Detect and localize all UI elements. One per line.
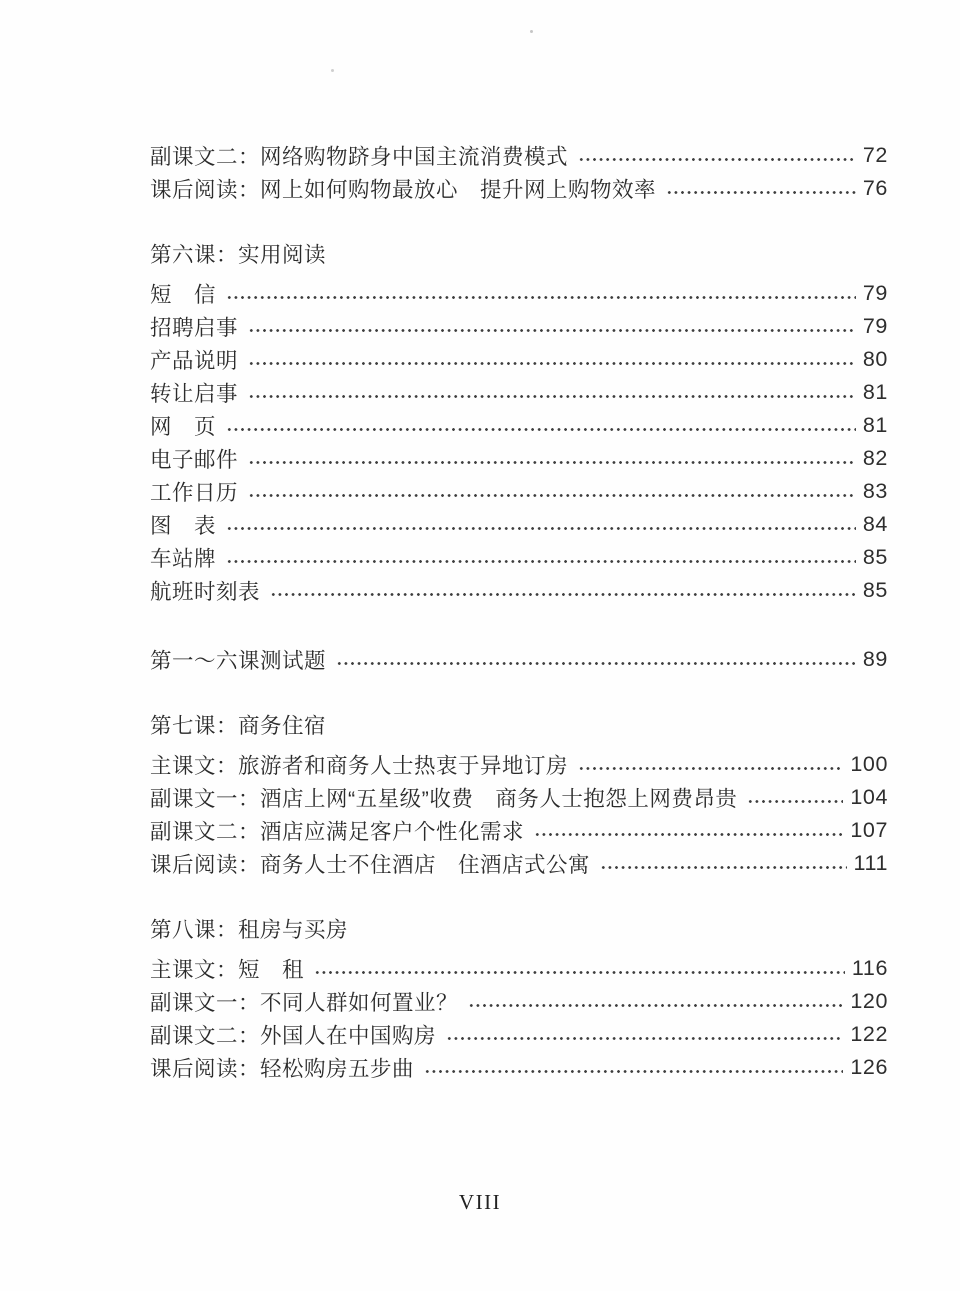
dotted-leader — [445, 1018, 843, 1051]
dotted-leader — [247, 376, 856, 409]
toc-entry — [150, 172, 888, 205]
page-number: 89 — [862, 647, 888, 671]
page-number: 100 — [850, 752, 888, 776]
page-number: 85 — [862, 578, 888, 602]
entry-title: 车站牌 — [150, 547, 217, 571]
page-footer-number: VIII — [458, 1190, 502, 1214]
toc-entry — [150, 409, 888, 442]
entry-title: 主课文：短 租 — [150, 958, 305, 982]
dotted-leader — [335, 643, 856, 676]
entry-title: 招聘启事 — [150, 316, 239, 340]
toc-entry — [150, 574, 888, 607]
toc-entry — [150, 376, 888, 409]
dotted-leader — [269, 574, 856, 607]
page-number: 116 — [851, 956, 888, 980]
section-heading: 第六课：实用阅读 — [150, 243, 327, 267]
page-number: 120 — [850, 989, 888, 1013]
page-number: 111 — [853, 851, 888, 875]
toc-entry — [150, 643, 888, 676]
toc-entry — [150, 781, 888, 814]
entry-title: 课后阅读：轻松购房五步曲 — [150, 1057, 415, 1081]
page-number: 83 — [862, 479, 888, 503]
toc-section-lesson8 — [150, 914, 888, 1084]
toc-section-lesson7 — [150, 710, 888, 880]
entry-title: 副课文二：外国人在中国购房 — [150, 1024, 437, 1048]
entry-title: 网 页 — [150, 415, 217, 439]
toc-entry — [150, 1018, 888, 1051]
entry-title: 副课文二：网络购物跻身中国主流消费模式 — [150, 145, 569, 169]
dotted-leader — [467, 985, 843, 1018]
dotted-leader — [247, 310, 856, 343]
toc-entry — [150, 1051, 888, 1084]
page-number: 122 — [850, 1022, 888, 1046]
page-number: 84 — [862, 512, 888, 536]
entry-title: 主课文：旅游者和商务人士热衷于异地订房 — [150, 754, 569, 778]
toc-entry — [150, 814, 888, 847]
toc-entry — [150, 952, 888, 985]
toc-entry — [150, 541, 888, 574]
page-number: 72 — [862, 143, 888, 167]
page-number: 76 — [862, 176, 888, 200]
page-number: 85 — [862, 545, 888, 569]
page-number: 79 — [862, 314, 888, 338]
page-number: 80 — [862, 347, 888, 371]
entry-title: 产品说明 — [150, 349, 239, 373]
toc-entry — [150, 985, 888, 1018]
dotted-leader — [247, 442, 856, 475]
scan-speck — [530, 30, 533, 33]
toc-content — [150, 139, 888, 1084]
dotted-leader — [225, 409, 856, 442]
dotted-leader — [577, 139, 856, 172]
dotted-leader — [225, 277, 856, 310]
entry-title: 工作日历 — [150, 481, 239, 505]
page-number: 82 — [862, 446, 888, 470]
toc-section-lesson6 — [150, 239, 888, 607]
scan-speck — [331, 69, 334, 72]
dotted-leader — [533, 814, 843, 847]
toc-entry — [150, 343, 888, 376]
dotted-leader — [423, 1051, 843, 1084]
toc-entry — [150, 442, 888, 475]
dotted-leader — [225, 508, 856, 541]
dotted-leader — [665, 172, 856, 205]
entry-title: 转让启事 — [150, 382, 239, 406]
toc-entry — [150, 310, 888, 343]
toc-entry — [150, 748, 888, 781]
toc-entry — [150, 139, 888, 172]
toc-entry — [150, 277, 888, 310]
entry-title: 短 信 — [150, 283, 217, 307]
section-heading: 第七课：商务住宿 — [150, 714, 327, 738]
entry-title: 课后阅读：商务人士不住酒店 住酒店式公寓 — [150, 853, 591, 877]
page-number: 104 — [850, 785, 888, 809]
toc-entry — [150, 508, 888, 541]
dotted-leader — [247, 343, 856, 376]
page-number: 126 — [850, 1055, 888, 1079]
dotted-leader — [577, 748, 843, 781]
page-number: 81 — [862, 413, 888, 437]
page-number: 81 — [862, 380, 888, 404]
entry-title: 电子邮件 — [150, 448, 239, 472]
dotted-leader — [313, 952, 845, 985]
toc-entry — [150, 475, 888, 508]
page-number: 79 — [862, 281, 888, 305]
dotted-leader — [599, 847, 847, 880]
entry-title: 航班时刻表 — [150, 580, 261, 604]
toc-entry — [150, 847, 888, 880]
entry-title: 课后阅读：网上如何购物最放心 提升网上购物效率 — [150, 178, 657, 202]
entry-title: 图 表 — [150, 514, 217, 538]
entry-title: 副课文一：酒店上网“五星级”收费 商务人士抱怨上网费昂贵 — [150, 787, 738, 811]
entry-title: 第一～六课测试题 — [150, 649, 327, 673]
dotted-leader — [746, 781, 843, 814]
toc-section-test — [150, 643, 888, 676]
dotted-leader — [247, 475, 856, 508]
dotted-leader — [225, 541, 856, 574]
entry-title: 副课文二：酒店应满足客户个性化需求 — [150, 820, 525, 844]
toc-section-lesson5-continued — [150, 139, 888, 205]
entry-title: 副课文一：不同人群如何置业？ — [150, 991, 459, 1015]
section-heading: 第八课：租房与买房 — [150, 918, 349, 942]
page-number: 107 — [850, 818, 888, 842]
